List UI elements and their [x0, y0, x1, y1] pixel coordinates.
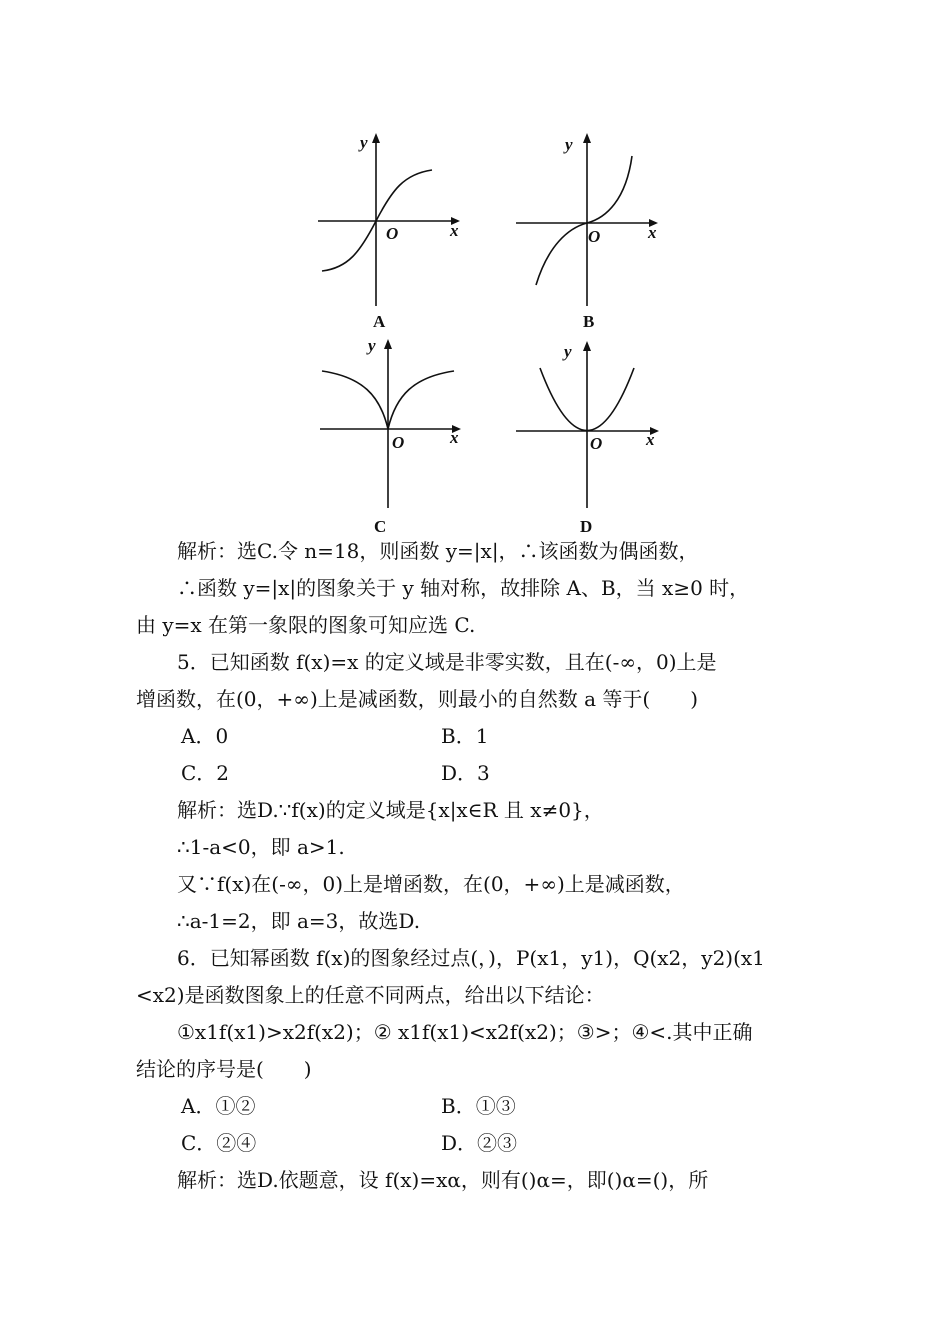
option-b: B．1: [441, 724, 489, 748]
option-c: C．②④: [181, 1131, 257, 1155]
solution-text: [136, 533, 826, 1199]
x-axis-label: x: [648, 223, 657, 242]
origin-label: O: [386, 224, 399, 243]
option-d: D．3: [441, 761, 490, 785]
origin-label: O: [588, 227, 601, 246]
option-d: D．②③: [441, 1131, 518, 1155]
y-axis-label: y: [564, 342, 572, 361]
option-a: A．0: [181, 724, 229, 748]
text-line: ∴a-1=2，即 a=3，故选D.: [177, 909, 421, 933]
text-line: 解析：选D.∵f(x)的定义域是{x|x∈R 且 x≠0}，: [177, 798, 604, 822]
options-row: [136, 755, 826, 792]
text-line: 解析：选D.依题意，设 f(x)=xα，则有()α=，即()α=()，所: [177, 1168, 709, 1192]
figure-caption-a: A: [373, 312, 386, 331]
text-line: ①x1f(x1)>x2f(x2)；② x1f(x1)<x2f(x2)；③>；④<.其中正确: [177, 1020, 753, 1044]
y-axis-label: y: [368, 336, 376, 355]
options-row: [136, 1088, 826, 1125]
x-axis-label: x: [450, 428, 459, 447]
graph-c: [310, 333, 470, 513]
text-line: 又∵f(x)在(-∞，0)上是增函数，在(0，+∞)上是减函数，: [177, 872, 685, 896]
figure-caption-c: C: [374, 517, 387, 536]
graph-d: [510, 333, 670, 513]
text-line: ∴函数 y=|x|的图象关于 y 轴对称，故排除 A、B，当 x≥0 时，: [177, 576, 750, 600]
figure-caption-d: D: [580, 517, 593, 536]
text-line: <x2)是函数图象上的任意不同两点，给出以下结论：: [136, 983, 605, 1007]
question-6-line: 6．已知幂函数 f(x)的图象经过点(，)，P(x1，y1)，Q(x2，y2)(x1: [177, 946, 765, 970]
text-line: ∴1-a<0，即 a>1.: [177, 835, 345, 859]
options-row: [136, 718, 826, 755]
question-5-line: 5．已知函数 f(x)=x 的定义域是非零实数，且在(-∞，0)上是: [177, 650, 717, 674]
text-line: 由 y=x 在第一象限的图象可知应选 C.: [136, 613, 476, 637]
text-line: 增函数，在(0，+∞)上是减函数，则最小的自然数 a 等于( ): [136, 687, 698, 711]
options-row: [136, 1125, 826, 1162]
graph-b: [510, 128, 670, 343]
figure-caption-b: B: [583, 312, 595, 331]
text-line: 解析：选C.令 n=18，则函数 y=|x|，∴该函数为偶函数，: [177, 539, 699, 563]
y-axis-label: y: [565, 135, 573, 154]
option-c: C．2: [181, 761, 230, 785]
x-axis-label: x: [646, 430, 655, 449]
origin-label: O: [590, 434, 603, 453]
origin-label: O: [392, 433, 405, 452]
option-a: A．①②: [181, 1094, 256, 1118]
y-axis-label: y: [360, 133, 368, 152]
graph-a: [310, 128, 470, 343]
option-b: B．①③: [441, 1094, 516, 1118]
x-axis-label: x: [450, 221, 459, 240]
text-line: 结论的序号是( ): [136, 1057, 312, 1081]
